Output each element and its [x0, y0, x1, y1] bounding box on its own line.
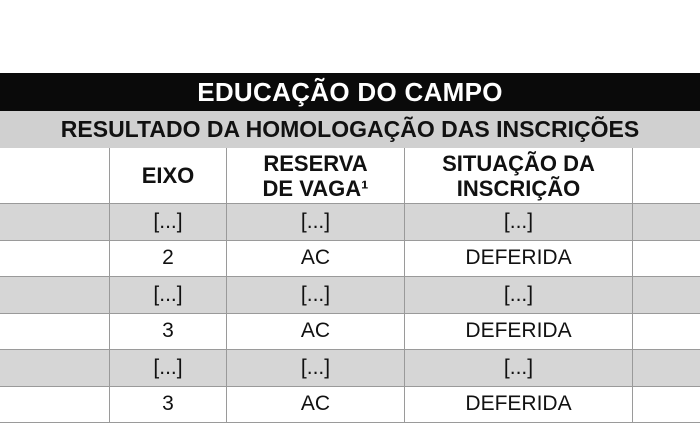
header-situacao-da-inscricao [405, 148, 633, 203]
header-situacao-line2: INSCRIÇÃO [456, 175, 581, 201]
cell-empty-right [633, 241, 700, 277]
cell-empty-right [633, 314, 700, 350]
table-row [0, 277, 700, 314]
header-cell-empty-left [0, 148, 110, 203]
table-row [0, 314, 700, 351]
cell-eixo: 3 [110, 387, 227, 423]
cell-eixo: 2 [110, 241, 227, 277]
cell-eixo: [...] [110, 204, 227, 240]
table-subtitle: RESULTADO DA HOMOLOGAÇÃO DAS INSCRIÇÕES [0, 111, 700, 149]
header-reserva-line1: RESERVA [263, 150, 368, 176]
cell-situacao: [...] [405, 277, 633, 313]
header-reserva-line2: DE VAGA¹ [262, 175, 369, 201]
cell-empty-right [633, 277, 700, 313]
table-row [0, 350, 700, 387]
cell-eixo: [...] [110, 350, 227, 386]
cell-empty-right [633, 387, 700, 423]
table-header-row [0, 148, 700, 204]
header-eixo: EIXO [110, 148, 227, 203]
cell-reserva: AC [227, 387, 405, 423]
cell-reserva: [...] [227, 204, 405, 240]
table-row [0, 241, 700, 278]
cell-empty-left [0, 241, 110, 277]
cell-reserva: [...] [227, 277, 405, 313]
cell-situacao: DEFERIDA [405, 241, 633, 277]
cell-reserva: [...] [227, 350, 405, 386]
cell-situacao: DEFERIDA [405, 314, 633, 350]
cell-eixo: 3 [110, 314, 227, 350]
cell-eixo: [...] [110, 277, 227, 313]
cell-empty-left [0, 277, 110, 313]
cell-empty-left [0, 350, 110, 386]
table-row [0, 204, 700, 241]
cell-situacao: DEFERIDA [405, 387, 633, 423]
header-situacao-line1: SITUAÇÃO DA [442, 150, 595, 176]
cell-situacao: [...] [405, 350, 633, 386]
header-reserva-de-vaga [227, 148, 405, 203]
cell-reserva: AC [227, 314, 405, 350]
cell-empty-right [633, 204, 700, 240]
results-table [0, 148, 700, 423]
cell-empty-left [0, 387, 110, 423]
cell-empty-left [0, 204, 110, 240]
cell-empty-left [0, 314, 110, 350]
table-row [0, 387, 700, 424]
cell-situacao: [...] [405, 204, 633, 240]
header-cell-empty-right [633, 148, 700, 203]
cell-reserva: AC [227, 241, 405, 277]
cell-empty-right [633, 350, 700, 386]
page-title: EDUCAÇÃO DO CAMPO [0, 73, 700, 111]
